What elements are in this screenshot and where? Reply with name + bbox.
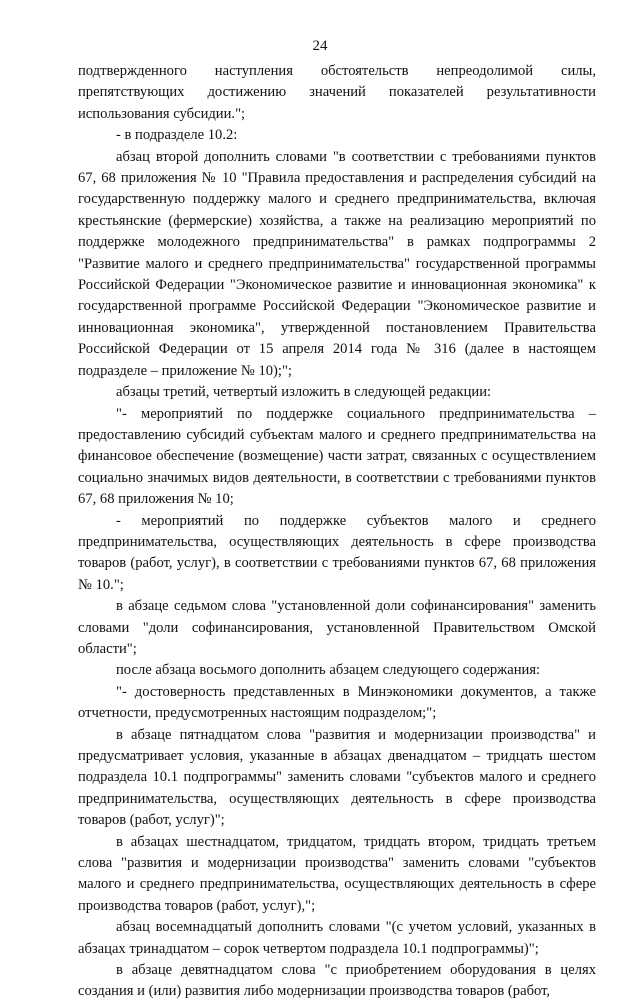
paragraph: в абзаце пятнадцатом слова "развития и модернизации производства" и предусматривает условия, указанные в абзацах двенадцатом – тридцать шестом подраздела 10.1 подпрограммы" заменить словами "субъектов малого и среднего предпринимательства, осуществляющих деятельность в сфере производства товаров (работ, услуг)";: [78, 726, 596, 829]
paragraph: "- мероприятий по поддержке социального предпринимательства – предоставлению субсидий субъектам малого и среднего предпринимательства на финансовое обеспечение (возмещение) части затрат, связанных с осуществлением социально значимых видов деятельности, в соответствии с требованиями пунктов 67, 68 приложения № 10;: [78, 405, 596, 508]
paragraph: - мероприятий по поддержке субъектов малого и среднего предпринимательства, осуществляющих деятельность в сфере производства товаров (работ, услуг), в соответствии с требованиями пунктов 67, 68 приложения № 10.";: [78, 512, 596, 593]
document-body: [78, 61, 596, 1003]
paragraph: в абзаце седьмом слова "установленной доли софинансирования" заменить словами "доли софинансирования, установленной Правительством Омской области";: [78, 598, 596, 657]
paragraph: подтвержденного наступления обстоятельств непреодолимой силы, препятствующих достижению значений показателей результативности использования субсидии.";: [78, 63, 596, 122]
paragraph: после абзаца восьмого дополнить абзацем следующего содержания:: [116, 662, 541, 679]
paragraph: "- достоверность представленных в Минэкономики документов, а также отчетности, предусмотренных настоящим подразделом;";: [78, 683, 596, 722]
page-number: 24: [312, 38, 328, 54]
paragraph: абзац второй дополнить словами "в соответствии с требованиями пунктов 67, 68 приложения № 10 "Правила предоставления и распределения субсидий на государственную поддержку малого и среднего предпринимательства, включая крестьянские (фермерские) хозяйства, а также на реализацию мероприятий по поддержке молодежного предпринимательства" в рамках подпрограммы 2 "Развитие малого и среднего предпринимательства" государственной программы Российской Федерации "Экономическое развитие и инновационная экономика" к государственной программе Российской Федерации "Экономическое развитие и инновационная экономика", утвержденной постановлением Правительства Российской Федерации от 15 апреля 2014 года № 316 (далее в настоящем подразделе – приложение № 10);";: [78, 148, 596, 379]
paragraph: - в подразделе 10.2:: [116, 127, 238, 144]
paragraph: в абзаце девятнадцатом слова "с приобретением оборудования в целях создания и (или) развития либо модернизации производства товаров (работ,: [78, 962, 596, 1000]
paragraph: в абзацах шестнадцатом, тридцатом, тридцать втором, тридцать третьем слова "развития и модернизации производства" заменить словами "субъектов малого и среднего предпринимательства, осуществляющих деятельность в сфере производства товаров (работ, услуг),";: [78, 833, 596, 914]
paragraph: абзац восемнадцатый дополнить словами "(с учетом условий, указанных в абзацах тринадцатом – сорок четвертом подраздела 10.1 подпрограммы)";: [78, 919, 596, 957]
paragraph: абзацы третий, четвертый изложить в следующей редакции:: [116, 384, 492, 401]
